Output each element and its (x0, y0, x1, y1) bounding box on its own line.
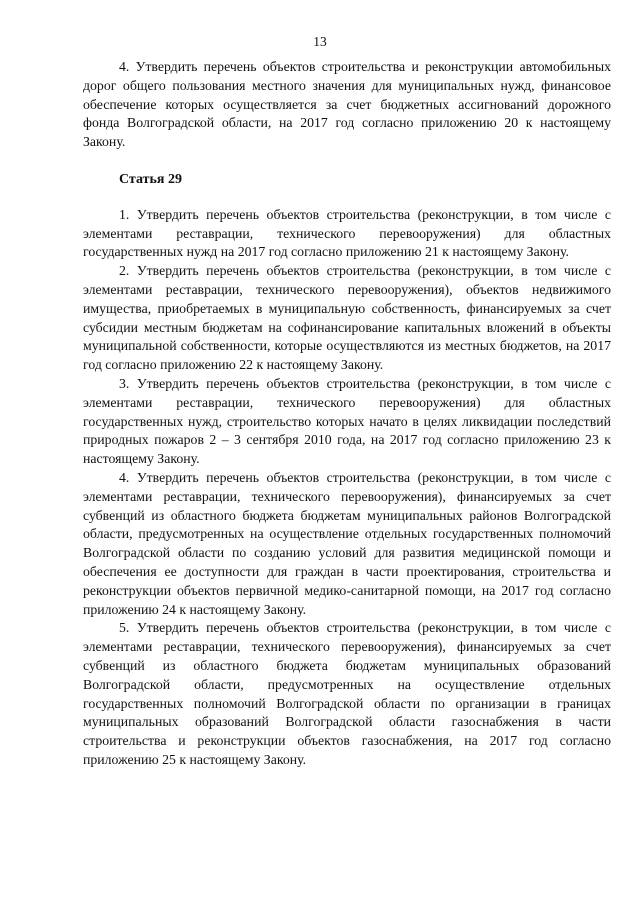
article-item-4: 4. Утвердить перечень объектов строительства (реконструкции, в том числе с элементами реставрации, технического перевооружения), финансируемых за счет субвенций из областного бюджета бюджетам муниципальных районов Волгоградской области, предусмотренных на осуществление отдельных государственных полномочий Волгоградской области по созданию условий для развития медицинской помощи и обеспечения ее доступности для граждан в части проектирования, строительства и реконструкции объектов первичной медико-санитарной помощи, на 2017 год согласно приложению 24 к настоящему Закону. (83, 469, 611, 617)
article-item-2: 2. Утвердить перечень объектов строительства (реконструкции, в том числе с элементами реставрации, технического перевооружения), объектов недвижимого имущества, приобретаемых в муниципальную собственность, финансируемых за счет субсидии местным бюджетам на софинансирование капитальных вложений в объекты муниципальной собственности, которые осуществляются из местных бюджетов, на 2017 год согласно приложению 22 к настоящему Закону. (83, 263, 611, 373)
article-title: Статья 29 (119, 171, 182, 187)
page-number: 13 (313, 34, 327, 49)
document-body (83, 58, 611, 770)
paragraph-4-road-objects: 4. Утвердить перечень объектов строительства и реконструкции автомобильных дорог общего пользования местного значения для муниципальных нужд, финансовое обеспечение которых осуществляется за счет бюджетных ассигнований дорожного фонда Волгоградской области, на 2017 год согласно приложению 20 к настоящему Закону. (83, 59, 611, 150)
article-item-5: 5. Утвердить перечень объектов строительства (реконструкции, в том числе с элементами реставрации, технического перевооружения), финансируемых за счет субвенций из областного бюджета бюджетам муниципальных образований Волгоградской области, предусмотренных на осуществление отдельных государственных полномочий Волгоградской области по организации в границах муниципальных образований Волгоградской области газоснабжения в части строительства и реконструкции объектов газоснабжения, на 2017 год согласно приложению 25 к настоящему Закону. (83, 620, 611, 767)
article-item-3: 3. Утвердить перечень объектов строительства (реконструкции, в том числе с элементами реставрации, технического перевооружения) для областных государственных нужд, строительство которых начато в целях ликвидации последствий природных пожаров 2 – 3 сентября 2010 года, на 2017 год согласно приложению 23 к настоящему Закону. (83, 375, 611, 467)
article-item-1: 1. Утвердить перечень объектов строительства (реконструкции, в том числе с элементами реставрации, технического перевооружения) для областных государственных нужд на 2017 год согласно приложению 21 к настоящему Закону. (83, 206, 611, 260)
